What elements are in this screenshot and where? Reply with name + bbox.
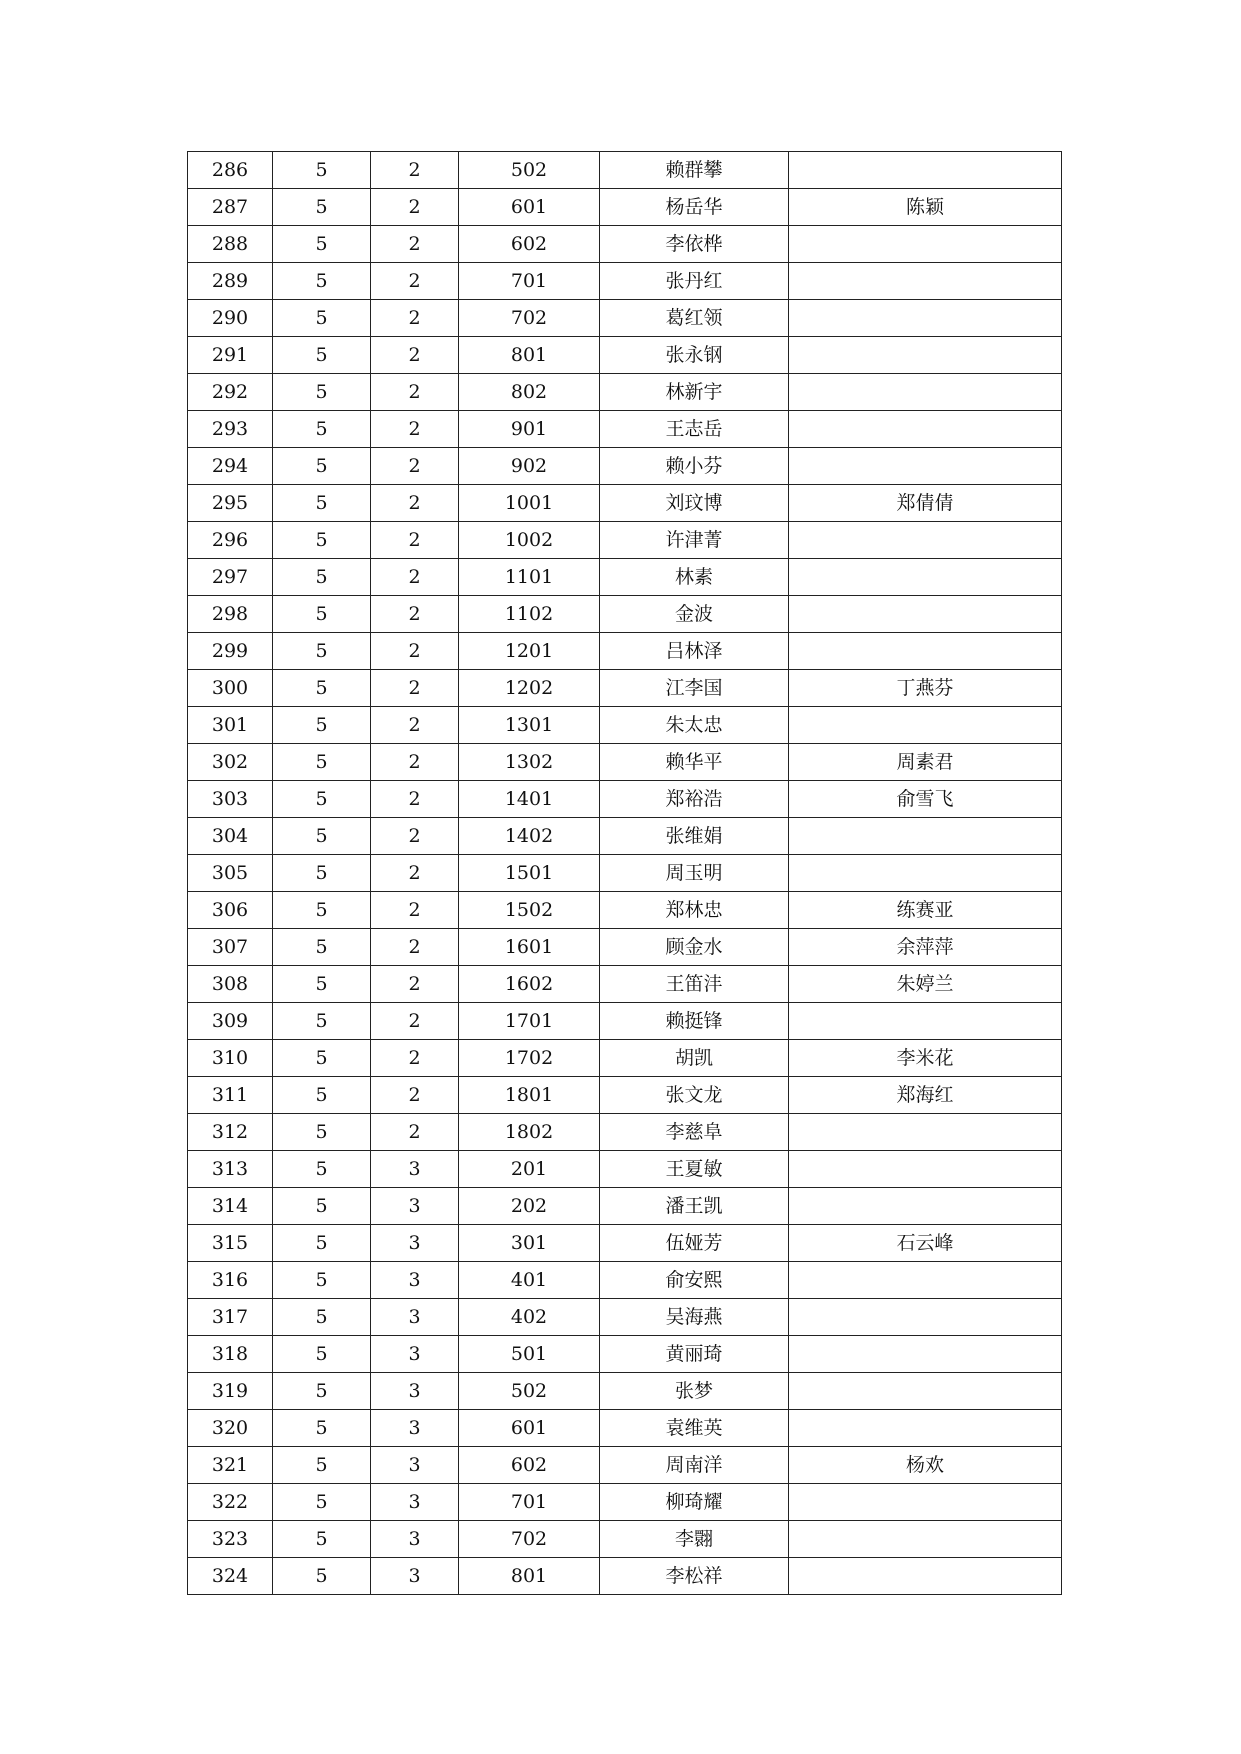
name-cell: 俞安熙	[600, 1262, 789, 1299]
name-cell: 赖华平	[600, 744, 789, 781]
unit-cell: 2	[371, 189, 459, 226]
note-name-cell: 周素君	[789, 744, 1062, 781]
table-row	[188, 1003, 1062, 1040]
row-number-cell: 298	[188, 596, 273, 633]
row-number-cell: 295	[188, 485, 273, 522]
room-cell: 602	[459, 1447, 600, 1484]
row-number-cell: 290	[188, 300, 273, 337]
room-cell: 1601	[459, 929, 600, 966]
room-cell: 1202	[459, 670, 600, 707]
name-cell: 袁维英	[600, 1410, 789, 1447]
room-cell: 601	[459, 1410, 600, 1447]
note-name-cell	[789, 411, 1062, 448]
row-number-cell: 316	[188, 1262, 273, 1299]
table-row	[188, 1299, 1062, 1336]
name-cell: 李松祥	[600, 1558, 789, 1595]
room-cell: 1101	[459, 559, 600, 596]
table-row	[188, 337, 1062, 374]
table-row	[188, 855, 1062, 892]
table-row	[188, 1558, 1062, 1595]
building-cell: 5	[273, 1040, 371, 1077]
table-row	[188, 522, 1062, 559]
note-name-cell	[789, 448, 1062, 485]
table-row	[188, 1373, 1062, 1410]
name-cell: 周玉明	[600, 855, 789, 892]
building-cell: 5	[273, 152, 371, 189]
room-cell: 301	[459, 1225, 600, 1262]
unit-cell: 2	[371, 337, 459, 374]
table-row	[188, 411, 1062, 448]
note-name-cell	[789, 1373, 1062, 1410]
building-cell: 5	[273, 707, 371, 744]
name-cell: 朱太忠	[600, 707, 789, 744]
building-cell: 5	[273, 1188, 371, 1225]
name-cell: 王志岳	[600, 411, 789, 448]
row-number-cell: 294	[188, 448, 273, 485]
note-name-cell	[789, 1410, 1062, 1447]
name-cell: 张文龙	[600, 1077, 789, 1114]
row-number-cell: 309	[188, 1003, 273, 1040]
note-name-cell	[789, 1188, 1062, 1225]
unit-cell: 2	[371, 892, 459, 929]
room-cell: 502	[459, 152, 600, 189]
room-cell: 1402	[459, 818, 600, 855]
table-row	[188, 707, 1062, 744]
row-number-cell: 288	[188, 226, 273, 263]
table-row	[188, 374, 1062, 411]
note-name-cell	[789, 226, 1062, 263]
building-cell: 5	[273, 1558, 371, 1595]
name-cell: 伍娅芳	[600, 1225, 789, 1262]
table-row	[188, 189, 1062, 226]
table-row	[188, 670, 1062, 707]
row-number-cell: 321	[188, 1447, 273, 1484]
unit-cell: 2	[371, 374, 459, 411]
row-number-cell: 322	[188, 1484, 273, 1521]
table-row	[188, 596, 1062, 633]
row-number-cell: 310	[188, 1040, 273, 1077]
table-row	[188, 559, 1062, 596]
row-number-cell: 318	[188, 1336, 273, 1373]
building-cell: 5	[273, 448, 371, 485]
room-cell: 1802	[459, 1114, 600, 1151]
note-name-cell	[789, 818, 1062, 855]
room-cell: 601	[459, 189, 600, 226]
row-number-cell: 306	[188, 892, 273, 929]
room-cell: 1302	[459, 744, 600, 781]
roster-table	[187, 151, 1062, 1595]
name-cell: 黄丽琦	[600, 1336, 789, 1373]
unit-cell: 2	[371, 1114, 459, 1151]
table-row	[188, 744, 1062, 781]
room-cell: 701	[459, 1484, 600, 1521]
building-cell: 5	[273, 300, 371, 337]
name-cell: 金波	[600, 596, 789, 633]
unit-cell: 2	[371, 559, 459, 596]
building-cell: 5	[273, 1299, 371, 1336]
room-cell: 901	[459, 411, 600, 448]
row-number-cell: 317	[188, 1299, 273, 1336]
table-row	[188, 1225, 1062, 1262]
note-name-cell	[789, 596, 1062, 633]
name-cell: 葛红领	[600, 300, 789, 337]
unit-cell: 2	[371, 1040, 459, 1077]
room-cell: 1501	[459, 855, 600, 892]
unit-cell: 3	[371, 1151, 459, 1188]
row-number-cell: 302	[188, 744, 273, 781]
unit-cell: 2	[371, 818, 459, 855]
name-cell: 张梦	[600, 1373, 789, 1410]
name-cell: 张永钢	[600, 337, 789, 374]
room-cell: 801	[459, 337, 600, 374]
name-cell: 郑林忠	[600, 892, 789, 929]
row-number-cell: 314	[188, 1188, 273, 1225]
room-cell: 501	[459, 1336, 600, 1373]
name-cell: 胡凯	[600, 1040, 789, 1077]
table-row	[188, 818, 1062, 855]
name-cell: 潘王凯	[600, 1188, 789, 1225]
room-cell: 1701	[459, 1003, 600, 1040]
name-cell: 许津菁	[600, 522, 789, 559]
row-number-cell: 291	[188, 337, 273, 374]
name-cell: 郑裕浩	[600, 781, 789, 818]
table-row	[188, 1188, 1062, 1225]
unit-cell: 2	[371, 411, 459, 448]
table-row	[188, 929, 1062, 966]
unit-cell: 2	[371, 966, 459, 1003]
table-row	[188, 1151, 1062, 1188]
building-cell: 5	[273, 1410, 371, 1447]
unit-cell: 3	[371, 1558, 459, 1595]
building-cell: 5	[273, 633, 371, 670]
name-cell: 顾金水	[600, 929, 789, 966]
name-cell: 林素	[600, 559, 789, 596]
note-name-cell	[789, 1151, 1062, 1188]
note-name-cell: 李米花	[789, 1040, 1062, 1077]
unit-cell: 3	[371, 1373, 459, 1410]
note-name-cell	[789, 1114, 1062, 1151]
building-cell: 5	[273, 892, 371, 929]
note-name-cell	[789, 1521, 1062, 1558]
unit-cell: 2	[371, 929, 459, 966]
building-cell: 5	[273, 1003, 371, 1040]
building-cell: 5	[273, 559, 371, 596]
row-number-cell: 323	[188, 1521, 273, 1558]
note-name-cell: 郑倩倩	[789, 485, 1062, 522]
row-number-cell: 296	[188, 522, 273, 559]
name-cell: 赖小芬	[600, 448, 789, 485]
row-number-cell: 292	[188, 374, 273, 411]
table-row	[188, 966, 1062, 1003]
note-name-cell	[789, 559, 1062, 596]
unit-cell: 2	[371, 522, 459, 559]
unit-cell: 2	[371, 1077, 459, 1114]
name-cell: 李翾	[600, 1521, 789, 1558]
building-cell: 5	[273, 1336, 371, 1373]
note-name-cell: 余萍萍	[789, 929, 1062, 966]
room-cell: 701	[459, 263, 600, 300]
unit-cell: 2	[371, 485, 459, 522]
note-name-cell	[789, 152, 1062, 189]
name-cell: 周南洋	[600, 1447, 789, 1484]
unit-cell: 3	[371, 1262, 459, 1299]
table-row	[188, 448, 1062, 485]
building-cell: 5	[273, 1373, 371, 1410]
table-row	[188, 1521, 1062, 1558]
table-row	[188, 226, 1062, 263]
room-cell: 902	[459, 448, 600, 485]
table-row	[188, 300, 1062, 337]
unit-cell: 3	[371, 1225, 459, 1262]
unit-cell: 2	[371, 152, 459, 189]
table-row	[188, 1114, 1062, 1151]
roster-table-body	[188, 152, 1062, 1595]
room-cell: 1502	[459, 892, 600, 929]
name-cell: 李依桦	[600, 226, 789, 263]
note-name-cell: 杨欢	[789, 1447, 1062, 1484]
building-cell: 5	[273, 744, 371, 781]
room-cell: 1602	[459, 966, 600, 1003]
building-cell: 5	[273, 1114, 371, 1151]
building-cell: 5	[273, 485, 371, 522]
building-cell: 5	[273, 1521, 371, 1558]
row-number-cell: 287	[188, 189, 273, 226]
building-cell: 5	[273, 411, 371, 448]
building-cell: 5	[273, 818, 371, 855]
row-number-cell: 305	[188, 855, 273, 892]
table-row	[188, 1077, 1062, 1114]
row-number-cell: 293	[188, 411, 273, 448]
building-cell: 5	[273, 596, 371, 633]
note-name-cell	[789, 337, 1062, 374]
name-cell: 赖群攀	[600, 152, 789, 189]
building-cell: 5	[273, 337, 371, 374]
building-cell: 5	[273, 966, 371, 1003]
name-cell: 王笛沣	[600, 966, 789, 1003]
unit-cell: 3	[371, 1521, 459, 1558]
building-cell: 5	[273, 189, 371, 226]
unit-cell: 2	[371, 855, 459, 892]
building-cell: 5	[273, 855, 371, 892]
table-row	[188, 892, 1062, 929]
row-number-cell: 297	[188, 559, 273, 596]
note-name-cell	[789, 1336, 1062, 1373]
room-cell: 1102	[459, 596, 600, 633]
row-number-cell: 304	[188, 818, 273, 855]
row-number-cell: 301	[188, 707, 273, 744]
name-cell: 柳琦耀	[600, 1484, 789, 1521]
name-cell: 杨岳华	[600, 189, 789, 226]
row-number-cell: 315	[188, 1225, 273, 1262]
building-cell: 5	[273, 374, 371, 411]
building-cell: 5	[273, 226, 371, 263]
building-cell: 5	[273, 670, 371, 707]
unit-cell: 3	[371, 1336, 459, 1373]
room-cell: 201	[459, 1151, 600, 1188]
row-number-cell: 311	[188, 1077, 273, 1114]
note-name-cell	[789, 633, 1062, 670]
name-cell: 王夏敏	[600, 1151, 789, 1188]
note-name-cell	[789, 1558, 1062, 1595]
unit-cell: 2	[371, 707, 459, 744]
unit-cell: 2	[371, 226, 459, 263]
room-cell: 502	[459, 1373, 600, 1410]
room-cell: 702	[459, 1521, 600, 1558]
table-row	[188, 781, 1062, 818]
name-cell: 林新宇	[600, 374, 789, 411]
note-name-cell	[789, 1003, 1062, 1040]
building-cell: 5	[273, 781, 371, 818]
unit-cell: 2	[371, 448, 459, 485]
name-cell: 赖挺锋	[600, 1003, 789, 1040]
name-cell: 刘玟博	[600, 485, 789, 522]
unit-cell: 2	[371, 300, 459, 337]
unit-cell: 3	[371, 1188, 459, 1225]
name-cell: 张维娟	[600, 818, 789, 855]
unit-cell: 3	[371, 1299, 459, 1336]
room-cell: 1702	[459, 1040, 600, 1077]
building-cell: 5	[273, 1225, 371, 1262]
building-cell: 5	[273, 1151, 371, 1188]
note-name-cell	[789, 855, 1062, 892]
row-number-cell: 299	[188, 633, 273, 670]
table-row	[188, 1410, 1062, 1447]
room-cell: 1801	[459, 1077, 600, 1114]
unit-cell: 2	[371, 744, 459, 781]
row-number-cell: 308	[188, 966, 273, 1003]
row-number-cell: 313	[188, 1151, 273, 1188]
room-cell: 802	[459, 374, 600, 411]
table-row	[188, 152, 1062, 189]
note-name-cell: 石云峰	[789, 1225, 1062, 1262]
row-number-cell: 312	[188, 1114, 273, 1151]
name-cell: 吴海燕	[600, 1299, 789, 1336]
unit-cell: 2	[371, 596, 459, 633]
building-cell: 5	[273, 522, 371, 559]
row-number-cell: 320	[188, 1410, 273, 1447]
row-number-cell: 319	[188, 1373, 273, 1410]
unit-cell: 2	[371, 781, 459, 818]
note-name-cell	[789, 707, 1062, 744]
room-cell: 1401	[459, 781, 600, 818]
room-cell: 702	[459, 300, 600, 337]
note-name-cell	[789, 1262, 1062, 1299]
name-cell: 张丹红	[600, 263, 789, 300]
unit-cell: 2	[371, 633, 459, 670]
unit-cell: 3	[371, 1410, 459, 1447]
note-name-cell	[789, 1484, 1062, 1521]
unit-cell: 3	[371, 1447, 459, 1484]
unit-cell: 2	[371, 1003, 459, 1040]
building-cell: 5	[273, 1077, 371, 1114]
room-cell: 801	[459, 1558, 600, 1595]
room-cell: 1002	[459, 522, 600, 559]
row-number-cell: 300	[188, 670, 273, 707]
table-row	[188, 485, 1062, 522]
note-name-cell: 练赛亚	[789, 892, 1062, 929]
note-name-cell	[789, 374, 1062, 411]
table-row	[188, 1262, 1062, 1299]
table-row	[188, 1484, 1062, 1521]
room-cell: 1001	[459, 485, 600, 522]
room-cell: 1301	[459, 707, 600, 744]
note-name-cell	[789, 300, 1062, 337]
note-name-cell: 丁燕芬	[789, 670, 1062, 707]
room-cell: 202	[459, 1188, 600, 1225]
name-cell: 吕林泽	[600, 633, 789, 670]
room-cell: 402	[459, 1299, 600, 1336]
room-cell: 401	[459, 1262, 600, 1299]
name-cell: 江李国	[600, 670, 789, 707]
note-name-cell: 郑海红	[789, 1077, 1062, 1114]
note-name-cell	[789, 263, 1062, 300]
table-row	[188, 1447, 1062, 1484]
building-cell: 5	[273, 929, 371, 966]
table-row	[188, 633, 1062, 670]
unit-cell: 3	[371, 1484, 459, 1521]
row-number-cell: 289	[188, 263, 273, 300]
room-cell: 602	[459, 226, 600, 263]
building-cell: 5	[273, 1262, 371, 1299]
unit-cell: 2	[371, 263, 459, 300]
building-cell: 5	[273, 1484, 371, 1521]
table-row	[188, 263, 1062, 300]
table-row	[188, 1040, 1062, 1077]
note-name-cell	[789, 522, 1062, 559]
table-row	[188, 1336, 1062, 1373]
row-number-cell: 307	[188, 929, 273, 966]
note-name-cell: 朱婷兰	[789, 966, 1062, 1003]
name-cell: 李慈阜	[600, 1114, 789, 1151]
note-name-cell	[789, 1299, 1062, 1336]
unit-cell: 2	[371, 670, 459, 707]
row-number-cell: 324	[188, 1558, 273, 1595]
note-name-cell: 俞雪飞	[789, 781, 1062, 818]
row-number-cell: 303	[188, 781, 273, 818]
row-number-cell: 286	[188, 152, 273, 189]
room-cell: 1201	[459, 633, 600, 670]
note-name-cell: 陈颖	[789, 189, 1062, 226]
building-cell: 5	[273, 1447, 371, 1484]
building-cell: 5	[273, 263, 371, 300]
